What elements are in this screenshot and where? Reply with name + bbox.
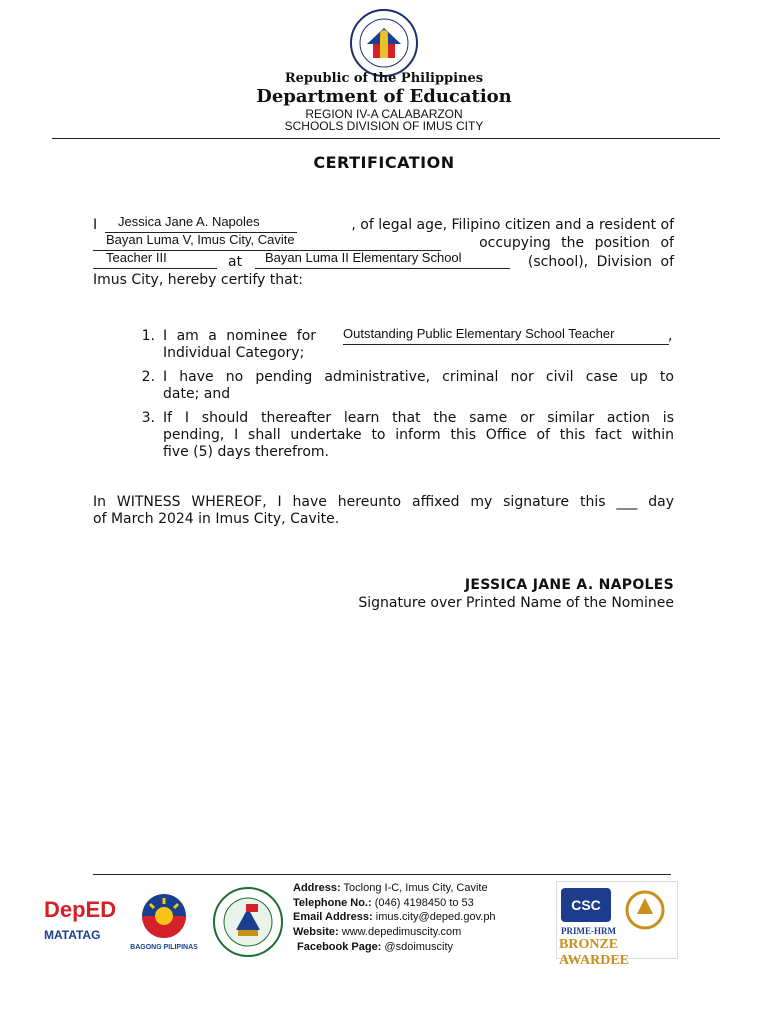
position-underline — [93, 268, 217, 269]
intro-rest: , of legal age, Filipino citizen and a resident of — [351, 217, 674, 233]
footer-facebook — [297, 940, 453, 955]
award-field: Outstanding Public Elementary School Teacher — [343, 326, 615, 341]
address-field: Bayan Luma V, Imus City, Cavite — [106, 232, 295, 247]
list-num: 3. — [141, 410, 155, 426]
footer-address-value: Toclong I-C, Imus City, Cavite — [343, 882, 488, 894]
position-field: Teacher III — [106, 250, 167, 265]
list-item-2-line1: I have no pending administrative, criminal nor civil case up to — [163, 369, 674, 385]
header-divider — [52, 138, 720, 139]
header-republic: Republic of the Philippines — [284, 71, 484, 86]
footer-email-value[interactable]: imus.city@deped.gov.ph — [375, 911, 496, 923]
footer-website-label: Website: — [293, 926, 339, 938]
list-item-2-line2: date; and — [163, 386, 231, 402]
footer-website — [293, 925, 461, 940]
footer-facebook-label: Facebook Page: — [297, 941, 382, 953]
list-item-1-comma: , — [668, 328, 673, 344]
matatag-logo-text: MATATAG — [44, 928, 101, 942]
csc-prime-hrm-badge — [556, 881, 678, 968]
deped-matatag-logo — [44, 890, 116, 952]
footer-address — [293, 881, 488, 896]
school-underline — [255, 268, 510, 269]
school-field: Bayan Luma II Elementary School — [265, 250, 462, 265]
header-region: REGION IV-A CALABARZON — [305, 107, 463, 121]
bagong-pilipinas-sun-icon — [128, 890, 200, 940]
occupying-text: occupying the position of — [479, 235, 674, 251]
list-item-1-pre: I am a nominee for — [163, 328, 317, 344]
csc-logo: CSC — [561, 888, 611, 922]
bagong-pilipinas-text: BAGONG PILIPINAS — [130, 944, 198, 951]
witness-line1: In WITNESS WHEREOF, I have hereunto affixed my signature this ___ day — [93, 494, 674, 510]
bagong-pilipinas-logo — [128, 890, 200, 954]
footer-facebook-value[interactable]: @sdoimuscity — [384, 941, 454, 953]
bronze-awardee-text: BRONZE AWARDEE — [559, 937, 630, 968]
witness-line2: of March 2024 in Imus City, Cavite. — [93, 511, 340, 527]
list-item-3-line3: five (5) days therefrom. — [163, 444, 330, 460]
header-division: SCHOOLS DIVISION OF IMUS CITY — [284, 119, 484, 133]
list-item-1-cont: Individual Category; — [163, 345, 305, 361]
list-num: 1. — [141, 328, 155, 344]
footer-email-label: Email Address: — [293, 911, 373, 923]
award-underline — [343, 344, 669, 345]
signature-name: JESSICA JANE A. NAPOLES — [464, 577, 674, 593]
list-num: 2. — [141, 369, 155, 385]
deped-logo-text: DepED — [44, 897, 117, 922]
certify-line: Imus City, hereby certify that: — [93, 272, 303, 288]
list-item-3-line2: pending, I shall undertake to inform this Office of this fact within — [163, 427, 674, 443]
footer-phone-value: (046) 4198450 to 53 — [374, 897, 474, 909]
division-seal-logo — [212, 886, 284, 958]
intro-i: I — [93, 217, 98, 233]
footer-phone — [293, 896, 474, 911]
nominee-name-field: Jessica Jane A. Napoles — [118, 214, 260, 229]
deped-seal-logo — [349, 8, 419, 78]
footer-divider — [93, 874, 671, 875]
footer-email — [293, 910, 496, 925]
footer-address-label: Address: — [293, 882, 341, 894]
prime-hrm-text: PRIME-HRM — [561, 926, 616, 936]
list-item-3-line1: If I should thereafter learn that the same or similar action is — [163, 410, 674, 426]
laurel-award-icon — [619, 884, 671, 936]
footer-phone-label: Telephone No.: — [293, 897, 372, 909]
signature-caption: Signature over Printed Name of the Nominee — [358, 595, 674, 611]
at-text: at — [228, 254, 243, 270]
school-suffix: (school), Division of — [527, 254, 674, 270]
footer-website-value[interactable]: www.depedimuscity.com — [341, 926, 462, 938]
document-title: CERTIFICATION — [313, 153, 455, 172]
header-department: Department of Education — [256, 86, 512, 107]
